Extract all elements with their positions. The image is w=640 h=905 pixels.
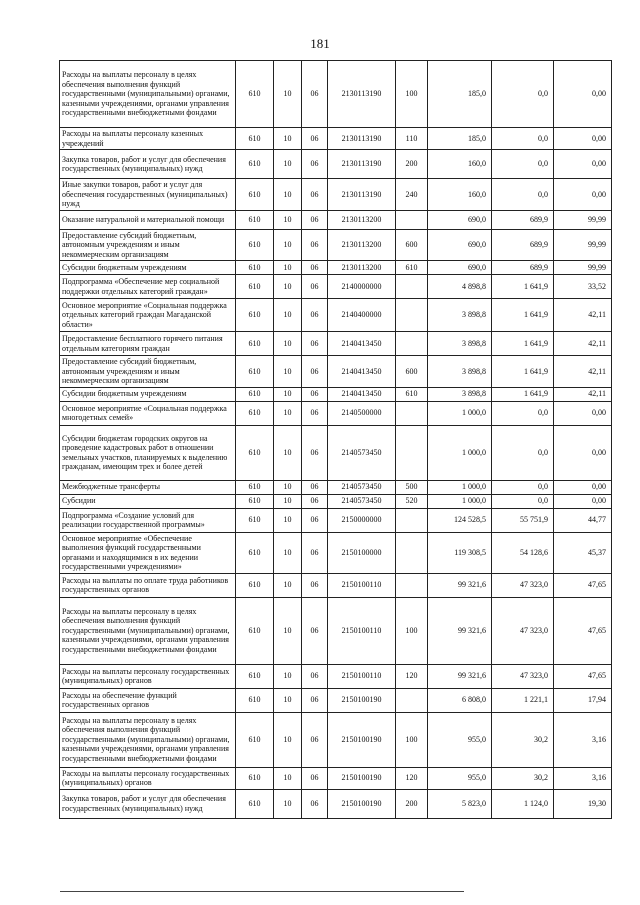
row-name-cell: Предоставление бесплатного горячего питания отдельным категориям граждан [60, 332, 236, 356]
ved-cell: 610 [236, 480, 274, 494]
subsection-cell: 06 [302, 508, 328, 532]
expense-type-cell: 100 [396, 597, 428, 664]
actual-amount-cell: 47 323,0 [492, 664, 554, 688]
actual-amount-cell: 0,0 [492, 401, 554, 425]
expense-type-cell [396, 299, 428, 332]
subsection-cell: 06 [302, 480, 328, 494]
expense-type-cell [396, 573, 428, 597]
execution-percent-cell: 17,94 [554, 688, 612, 712]
target-article-cell: 2130113190 [328, 179, 396, 211]
table-row [60, 597, 612, 664]
subsection-cell: 06 [302, 401, 328, 425]
actual-amount-cell: 30,2 [492, 712, 554, 767]
target-article-cell: 2140413450 [328, 356, 396, 388]
ved-cell: 610 [236, 532, 274, 573]
plan-amount-cell: 160,0 [428, 179, 492, 211]
plan-amount-cell: 4 898,8 [428, 275, 492, 299]
row-name-cell: Основное мероприятие «Обеспечение выполнения функций государственными органами и находящимися в их ведении государственными учреждениями» [60, 532, 236, 573]
plan-amount-cell: 160,0 [428, 150, 492, 179]
actual-amount-cell: 1 124,0 [492, 789, 554, 818]
execution-percent-cell: 47,65 [554, 597, 612, 664]
plan-amount-cell: 124 528,5 [428, 508, 492, 532]
ved-cell: 610 [236, 425, 274, 480]
expense-type-cell: 520 [396, 494, 428, 508]
execution-percent-cell: 33,52 [554, 275, 612, 299]
execution-percent-cell: 0,00 [554, 179, 612, 211]
table-row [60, 332, 612, 356]
plan-amount-cell: 3 898,8 [428, 299, 492, 332]
row-name-cell: Субсидии бюджетным учреждениям [60, 387, 236, 401]
plan-amount-cell: 1 000,0 [428, 425, 492, 480]
execution-percent-cell: 42,11 [554, 387, 612, 401]
subsection-cell: 06 [302, 712, 328, 767]
target-article-cell: 2140413450 [328, 332, 396, 356]
ved-cell: 610 [236, 508, 274, 532]
section-cell: 10 [274, 229, 302, 261]
execution-percent-cell: 0,00 [554, 401, 612, 425]
table-row [60, 299, 612, 332]
subsection-cell: 06 [302, 597, 328, 664]
actual-amount-cell: 1 641,9 [492, 332, 554, 356]
section-cell: 10 [274, 150, 302, 179]
ved-cell: 610 [236, 128, 274, 150]
row-name-cell: Основное мероприятие «Социальная поддержка отдельных категорий граждан Магаданской области» [60, 299, 236, 332]
subsection-cell: 06 [302, 688, 328, 712]
table-row [60, 712, 612, 767]
section-cell: 10 [274, 508, 302, 532]
target-article-cell: 2130113200 [328, 229, 396, 261]
expense-type-cell: 100 [396, 712, 428, 767]
table-row [60, 508, 612, 532]
section-cell: 10 [274, 480, 302, 494]
ved-cell: 610 [236, 387, 274, 401]
page-number: 181 [310, 36, 330, 51]
plan-amount-cell: 690,0 [428, 261, 492, 275]
actual-amount-cell: 1 641,9 [492, 356, 554, 388]
actual-amount-cell: 55 751,9 [492, 508, 554, 532]
section-cell: 10 [274, 573, 302, 597]
row-name-cell: Расходы на выплаты по оплате труда работников государственных органов [60, 573, 236, 597]
plan-amount-cell: 1 000,0 [428, 494, 492, 508]
ved-cell: 610 [236, 299, 274, 332]
row-name-cell: Подпрограмма «Создание условий для реализации государственной программы» [60, 508, 236, 532]
ved-cell: 610 [236, 688, 274, 712]
target-article-cell: 2150100190 [328, 767, 396, 789]
expense-type-cell: 610 [396, 387, 428, 401]
row-name-cell: Подпрограмма «Обеспечение мер социальной поддержки отдельных категорий граждан» [60, 275, 236, 299]
execution-percent-cell: 0,00 [554, 61, 612, 128]
subsection-cell: 06 [302, 767, 328, 789]
subsection-cell: 06 [302, 150, 328, 179]
row-name-cell: Расходы на обеспечение функций государственных органов [60, 688, 236, 712]
actual-amount-cell: 0,0 [492, 179, 554, 211]
row-name-cell: Межбюджетные трансферты [60, 480, 236, 494]
expense-type-cell [396, 332, 428, 356]
ved-cell: 610 [236, 401, 274, 425]
target-article-cell: 2140000000 [328, 275, 396, 299]
section-cell: 10 [274, 179, 302, 211]
table-row [60, 425, 612, 480]
plan-amount-cell: 99 321,6 [428, 664, 492, 688]
subsection-cell: 06 [302, 664, 328, 688]
plan-amount-cell: 3 898,8 [428, 332, 492, 356]
section-cell: 10 [274, 712, 302, 767]
table-row [60, 61, 612, 128]
plan-amount-cell: 1 000,0 [428, 480, 492, 494]
plan-amount-cell: 5 823,0 [428, 789, 492, 818]
plan-amount-cell: 185,0 [428, 128, 492, 150]
budget-table [59, 60, 612, 819]
expense-type-cell: 200 [396, 789, 428, 818]
actual-amount-cell: 1 641,9 [492, 275, 554, 299]
section-cell: 10 [274, 261, 302, 275]
section-cell: 10 [274, 299, 302, 332]
subsection-cell: 06 [302, 179, 328, 211]
table-row [60, 128, 612, 150]
actual-amount-cell: 1 221,1 [492, 688, 554, 712]
table-row [60, 229, 612, 261]
section-cell: 10 [274, 387, 302, 401]
row-name-cell: Иные закупки товаров, работ и услуг для обеспечения государственных (муниципальных) нужд [60, 179, 236, 211]
execution-percent-cell: 42,11 [554, 356, 612, 388]
ved-cell: 610 [236, 494, 274, 508]
row-name-cell: Расходы на выплаты персоналу в целях обеспечения выполнения функций государственными (муниципальными) органами, казенными учреждениями, органами управления государственными внебюджетными фондами [60, 61, 236, 128]
execution-percent-cell: 0,00 [554, 150, 612, 179]
table-row [60, 261, 612, 275]
target-article-cell: 2140573450 [328, 494, 396, 508]
ved-cell: 610 [236, 332, 274, 356]
ved-cell: 610 [236, 789, 274, 818]
actual-amount-cell: 30,2 [492, 767, 554, 789]
expense-type-cell: 600 [396, 356, 428, 388]
ved-cell: 610 [236, 261, 274, 275]
execution-percent-cell: 0,00 [554, 425, 612, 480]
section-cell: 10 [274, 767, 302, 789]
plan-amount-cell: 99 321,6 [428, 597, 492, 664]
actual-amount-cell: 54 128,6 [492, 532, 554, 573]
bottom-rule [60, 891, 464, 892]
target-article-cell: 2150100190 [328, 712, 396, 767]
target-article-cell: 2150100110 [328, 597, 396, 664]
table-row [60, 494, 612, 508]
actual-amount-cell: 1 641,9 [492, 387, 554, 401]
plan-amount-cell: 99 321,6 [428, 573, 492, 597]
actual-amount-cell: 0,0 [492, 61, 554, 128]
table-row [60, 401, 612, 425]
target-article-cell: 2130113200 [328, 261, 396, 275]
execution-percent-cell: 3,16 [554, 767, 612, 789]
row-name-cell: Оказание натуральной и материальной помощи [60, 210, 236, 229]
actual-amount-cell: 47 323,0 [492, 597, 554, 664]
expense-type-cell [396, 210, 428, 229]
plan-amount-cell: 119 308,5 [428, 532, 492, 573]
subsection-cell: 06 [302, 387, 328, 401]
expense-type-cell: 610 [396, 261, 428, 275]
execution-percent-cell: 99,99 [554, 210, 612, 229]
ved-cell: 610 [236, 356, 274, 388]
subsection-cell: 06 [302, 128, 328, 150]
plan-amount-cell: 955,0 [428, 767, 492, 789]
section-cell: 10 [274, 494, 302, 508]
expense-type-cell: 100 [396, 61, 428, 128]
subsection-cell: 06 [302, 261, 328, 275]
target-article-cell: 2140573450 [328, 425, 396, 480]
plan-amount-cell: 6 808,0 [428, 688, 492, 712]
actual-amount-cell: 689,9 [492, 210, 554, 229]
row-name-cell: Расходы на выплаты персоналу государственных (муниципальных) органов [60, 664, 236, 688]
row-name-cell: Субсидии [60, 494, 236, 508]
row-name-cell: Закупка товаров, работ и услуг для обеспечения государственных (муниципальных) нужд [60, 150, 236, 179]
section-cell: 10 [274, 789, 302, 818]
row-name-cell: Предоставление субсидий бюджетным, автономным учреждениям и иным некоммерческим организациям [60, 229, 236, 261]
table-row [60, 210, 612, 229]
section-cell: 10 [274, 597, 302, 664]
actual-amount-cell: 47 323,0 [492, 573, 554, 597]
table-row [60, 480, 612, 494]
subsection-cell: 06 [302, 532, 328, 573]
actual-amount-cell: 0,0 [492, 150, 554, 179]
actual-amount-cell: 0,0 [492, 128, 554, 150]
execution-percent-cell: 3,16 [554, 712, 612, 767]
plan-amount-cell: 690,0 [428, 210, 492, 229]
target-article-cell: 2130113190 [328, 61, 396, 128]
plan-amount-cell: 3 898,8 [428, 387, 492, 401]
target-article-cell: 2150100190 [328, 688, 396, 712]
execution-percent-cell: 19,30 [554, 789, 612, 818]
section-cell: 10 [274, 401, 302, 425]
section-cell: 10 [274, 332, 302, 356]
row-name-cell: Субсидии бюджетам городских округов на проведение кадастровых работ в отношении земельных участков, планируемых к выделению гражданам, имеющим трех и более детей [60, 425, 236, 480]
execution-percent-cell: 0,00 [554, 128, 612, 150]
row-name-cell: Расходы на выплаты персоналу казенных учреждений [60, 128, 236, 150]
ved-cell: 610 [236, 61, 274, 128]
target-article-cell: 2140400000 [328, 299, 396, 332]
plan-amount-cell: 185,0 [428, 61, 492, 128]
subsection-cell: 06 [302, 61, 328, 128]
execution-percent-cell: 45,37 [554, 532, 612, 573]
expense-type-cell [396, 401, 428, 425]
section-cell: 10 [274, 61, 302, 128]
expense-type-cell [396, 532, 428, 573]
target-article-cell: 2130113200 [328, 210, 396, 229]
section-cell: 10 [274, 275, 302, 299]
ved-cell: 610 [236, 179, 274, 211]
section-cell: 10 [274, 210, 302, 229]
expense-type-cell: 240 [396, 179, 428, 211]
ved-cell: 610 [236, 275, 274, 299]
target-article-cell: 2140500000 [328, 401, 396, 425]
target-article-cell: 2150100110 [328, 664, 396, 688]
row-name-cell: Субсидии бюджетным учреждениям [60, 261, 236, 275]
target-article-cell: 2150100110 [328, 573, 396, 597]
subsection-cell: 06 [302, 229, 328, 261]
execution-percent-cell: 42,11 [554, 299, 612, 332]
table-row [60, 275, 612, 299]
row-name-cell: Расходы на выплаты персоналу государственных (муниципальных) органов [60, 767, 236, 789]
target-article-cell: 2150100190 [328, 789, 396, 818]
expense-type-cell: 200 [396, 150, 428, 179]
table-row [60, 532, 612, 573]
actual-amount-cell: 689,9 [492, 229, 554, 261]
section-cell: 10 [274, 532, 302, 573]
execution-percent-cell: 47,65 [554, 664, 612, 688]
actual-amount-cell: 1 641,9 [492, 299, 554, 332]
row-name-cell: Расходы на выплаты персоналу в целях обеспечения выполнения функций государственными (муниципальными) органами, казенными учреждениями, органами управления государственными внебюджетными фондами [60, 712, 236, 767]
subsection-cell: 06 [302, 275, 328, 299]
ved-cell: 610 [236, 597, 274, 664]
plan-amount-cell: 3 898,8 [428, 356, 492, 388]
target-article-cell: 2150000000 [328, 508, 396, 532]
execution-percent-cell: 0,00 [554, 480, 612, 494]
target-article-cell: 2150100000 [328, 532, 396, 573]
table-row [60, 767, 612, 789]
target-article-cell: 2140413450 [328, 387, 396, 401]
ved-cell: 610 [236, 573, 274, 597]
expense-type-cell [396, 508, 428, 532]
expense-type-cell: 120 [396, 767, 428, 789]
row-name-cell: Расходы на выплаты персоналу в целях обеспечения выполнения функций государственными (муниципальными) органами, казенными учреждениями, органами управления государственными внебюджетными фондами [60, 597, 236, 664]
row-name-cell: Закупка товаров, работ и услуг для обеспечения государственных (муниципальных) нужд [60, 789, 236, 818]
expense-type-cell: 110 [396, 128, 428, 150]
plan-amount-cell: 1 000,0 [428, 401, 492, 425]
table-row [60, 573, 612, 597]
table-row [60, 664, 612, 688]
execution-percent-cell: 99,99 [554, 261, 612, 275]
expense-type-cell [396, 275, 428, 299]
execution-percent-cell: 47,65 [554, 573, 612, 597]
section-cell: 10 [274, 356, 302, 388]
target-article-cell: 2140573450 [328, 480, 396, 494]
row-name-cell: Основное мероприятие «Социальная поддержка многодетных семей» [60, 401, 236, 425]
ved-cell: 610 [236, 150, 274, 179]
actual-amount-cell: 689,9 [492, 261, 554, 275]
table-row [60, 688, 612, 712]
expense-type-cell: 120 [396, 664, 428, 688]
ved-cell: 610 [236, 210, 274, 229]
expense-type-cell: 500 [396, 480, 428, 494]
expense-type-cell [396, 425, 428, 480]
target-article-cell: 2130113190 [328, 150, 396, 179]
section-cell: 10 [274, 425, 302, 480]
ved-cell: 610 [236, 229, 274, 261]
actual-amount-cell: 0,0 [492, 425, 554, 480]
ved-cell: 610 [236, 767, 274, 789]
execution-percent-cell: 44,77 [554, 508, 612, 532]
execution-percent-cell: 0,00 [554, 494, 612, 508]
actual-amount-cell: 0,0 [492, 480, 554, 494]
section-cell: 10 [274, 664, 302, 688]
expense-type-cell [396, 688, 428, 712]
execution-percent-cell: 99,99 [554, 229, 612, 261]
execution-percent-cell: 42,11 [554, 332, 612, 356]
subsection-cell: 06 [302, 573, 328, 597]
section-cell: 10 [274, 128, 302, 150]
plan-amount-cell: 955,0 [428, 712, 492, 767]
actual-amount-cell: 0,0 [492, 494, 554, 508]
ved-cell: 610 [236, 664, 274, 688]
subsection-cell: 06 [302, 332, 328, 356]
row-name-cell: Предоставление субсидий бюджетным, автономным учреждениям и иным некоммерческим организациям [60, 356, 236, 388]
table-row [60, 150, 612, 179]
expense-type-cell: 600 [396, 229, 428, 261]
subsection-cell: 06 [302, 425, 328, 480]
table-row [60, 356, 612, 388]
target-article-cell: 2130113190 [328, 128, 396, 150]
subsection-cell: 06 [302, 356, 328, 388]
table-row [60, 387, 612, 401]
plan-amount-cell: 690,0 [428, 229, 492, 261]
subsection-cell: 06 [302, 494, 328, 508]
ved-cell: 610 [236, 712, 274, 767]
subsection-cell: 06 [302, 210, 328, 229]
section-cell: 10 [274, 688, 302, 712]
subsection-cell: 06 [302, 299, 328, 332]
table-row [60, 179, 612, 211]
subsection-cell: 06 [302, 789, 328, 818]
table-row [60, 789, 612, 818]
